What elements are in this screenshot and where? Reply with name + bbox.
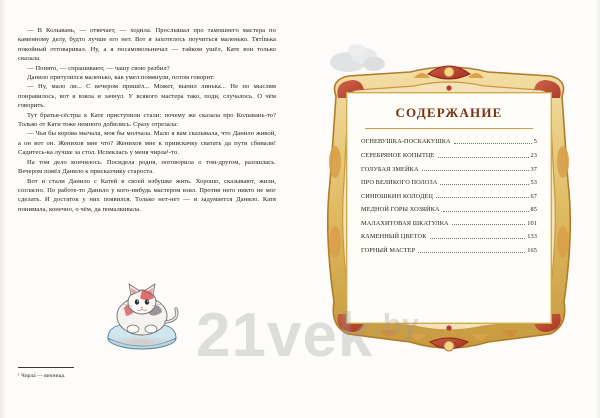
toc-entry[interactable] bbox=[361, 138, 537, 145]
paragraph: Тут братья-сёстры к Кате приступили стали: почему же сказала про Колывань-то? Только от Кати тоже немного добились. Сразу отрезала: bbox=[18, 111, 276, 129]
footnote-rule bbox=[18, 367, 74, 368]
toc-entry-title: ГОЛУБАЯ ЗМЕЙКА bbox=[361, 165, 419, 173]
paragraph: Вот и стали Данило с Катей в своей избушке жить. Хорошо, сказывают, жили, согласно. По работе-то Данило у кого-нибудь мастером взял. Против него никто не мог сделать. И достаток у них появился. Только нет-нет — и задумается Данило. Катя понимала, конечно, о чём, да помалкивала. bbox=[18, 177, 276, 213]
toc-entry[interactable] bbox=[361, 179, 537, 186]
paragraph: Данило притулился маленько, как умел помянули, потом говорит: bbox=[27, 74, 215, 82]
toc-entry-page: 133 bbox=[527, 233, 537, 241]
toc-entry-page: 23 bbox=[530, 151, 537, 159]
toc-leader-dots bbox=[452, 219, 526, 225]
toc-entry-title: СИНЮШКИН КОЛОДЕЦ bbox=[361, 192, 434, 200]
toc-title-rule bbox=[365, 128, 532, 129]
toc-entry[interactable] bbox=[361, 165, 537, 172]
toc-leader-dots bbox=[454, 138, 532, 144]
toc-entry[interactable] bbox=[361, 247, 537, 254]
paragraph: На том дело кончилось. Посидела родня, поговорила о том-другом, разошлась. Вечером повёл Данило к присказчику староста. bbox=[18, 158, 276, 176]
toc-leader-dots bbox=[430, 233, 526, 239]
toc-leader-dots bbox=[422, 165, 529, 171]
toc-entry-title: МЕДНОЙ ГОРЫ ХОЗЯЙКА bbox=[361, 206, 440, 214]
toc-list bbox=[361, 138, 537, 254]
toc-entry-title: ОГНЕВУШКА-ПОСКАКУШКА bbox=[361, 138, 451, 146]
cat-illustration bbox=[96, 276, 188, 354]
watermark-text: 21vek bbox=[196, 301, 374, 370]
paragraph: — Чья бы корова мычала, моя бы молчала. Мало я вам сказывала, что Данило живой, а он вот он. Женихов мне что? Женихов мне к приискачку сватать да пути сбивали! Садитесь-ка лучше за стол. Испекласъ у меня чирла¹-то. bbox=[18, 130, 276, 157]
illustration-shadow bbox=[102, 336, 180, 348]
toc-entry-page: 53 bbox=[530, 179, 537, 187]
toc-leader-dots bbox=[438, 152, 529, 158]
toc-entry[interactable] bbox=[361, 192, 537, 199]
toc-leader-dots bbox=[440, 179, 528, 185]
toc-entry-title: МАЛАХИТОВАЯ ШКАТУЛКА bbox=[361, 219, 449, 227]
toc-entry[interactable] bbox=[361, 152, 537, 159]
toc-leader-dots bbox=[418, 247, 525, 253]
toc-entry-title: ГОРНЫЙ МАСТЕР bbox=[361, 247, 416, 255]
footnote-body: Чирла́ — яичница. bbox=[21, 373, 66, 379]
toc-ornate-frame bbox=[318, 62, 580, 358]
footnote-marker: ¹ bbox=[18, 373, 20, 379]
toc-entry[interactable] bbox=[361, 233, 537, 240]
paragraph: — Понято, — спрашивают, — чашу свою разбил? bbox=[27, 64, 170, 72]
toc-entry-page: 5 bbox=[533, 138, 537, 146]
watermark-suffix: .by bbox=[373, 308, 420, 342]
toc-entry-page: 37 bbox=[530, 165, 537, 173]
toc-entry-page: 67 bbox=[530, 192, 537, 200]
toc-entry-page: 165 bbox=[527, 247, 537, 255]
page-right-edge bbox=[595, 0, 600, 418]
footnote-text bbox=[18, 372, 218, 380]
toc-entry-title: ПРО ВЕЛИКОГО ПОЛОЗА bbox=[361, 179, 438, 187]
toc-entry[interactable] bbox=[361, 206, 537, 213]
paragraph: — В Колывань, — отвечает, — ходила. Прослышал про тамошнего мастера по каменному делу, будто лучше его нет. Вот я захотелось поучиться маленько. Тятînька покойный отговаривал. Ну, а я посамовольничал — тайком ушёл, Кате вон только сказала. bbox=[18, 27, 276, 63]
left-page-text bbox=[18, 26, 276, 214]
table-of-contents-panel bbox=[346, 92, 552, 324]
toc-title: СОДЕРЖАНИЕ bbox=[395, 105, 503, 120]
toc-entry-title: КАМЕННЫЙ ЦВЕТОК bbox=[361, 233, 427, 241]
page-gutter bbox=[0, 0, 6, 418]
toc-entry-title: СЕРЕБРЯНОЕ КОПЫТЦЕ bbox=[361, 151, 435, 159]
toc-leader-dots bbox=[436, 192, 528, 198]
toc-entry[interactable] bbox=[361, 219, 537, 226]
paragraph: — Ну, мало ли... С вечером пришёл... Может, выпил линька... Не по мыслям понравилось, вот я взяла и зачнул. У всякого мастера тако, поди, случалось. О чём говорить. bbox=[18, 83, 276, 110]
toc-entry-page: 101 bbox=[527, 219, 537, 227]
toc-entry-page: 85 bbox=[530, 206, 537, 214]
toc-leader-dots bbox=[443, 206, 529, 212]
